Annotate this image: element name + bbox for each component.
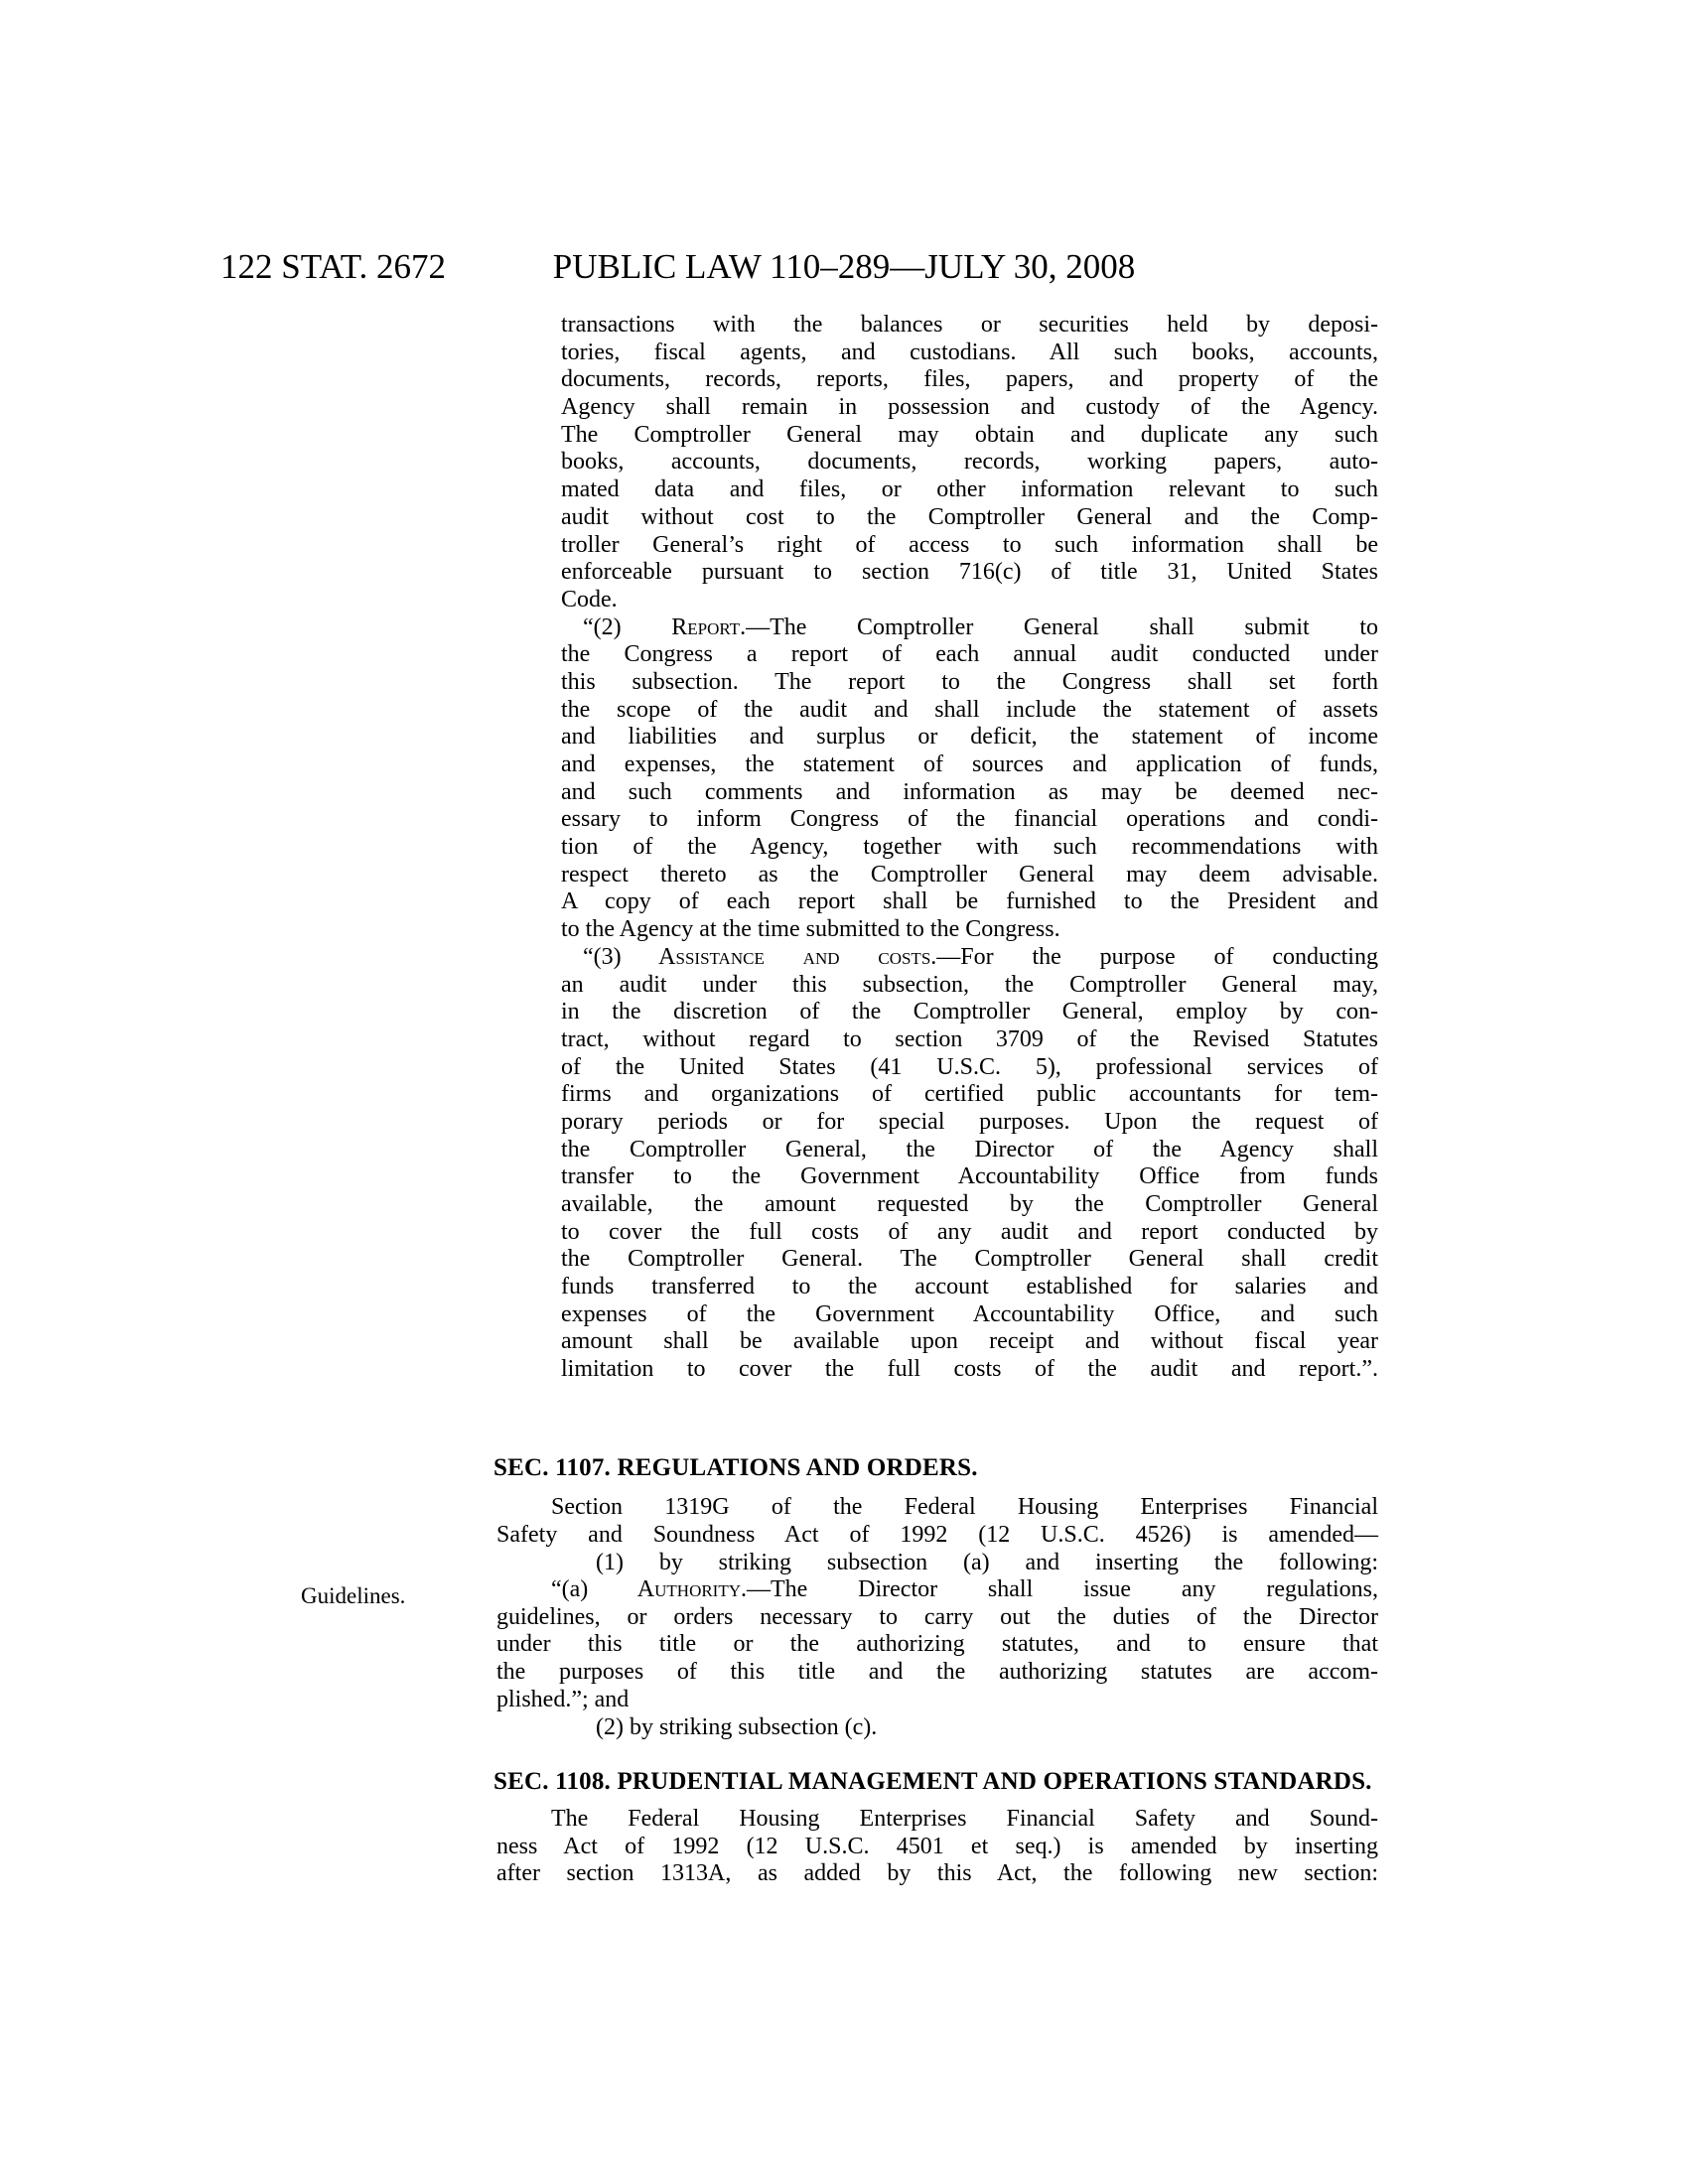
body-text: the Comptroller General. The Comptroller General shall credit xyxy=(561,1246,1378,1273)
body-text: books, accounts, documents, records, working papers, auto- xyxy=(561,449,1378,476)
text-line xyxy=(561,1137,1378,1164)
body-text: limitation to cover the full costs of the audit and report.”. xyxy=(561,1356,1378,1383)
body-text: documents, records, reports, files, papers, and property of the xyxy=(561,366,1378,393)
body-text: the Comptroller General, the Director of the Agency shall xyxy=(561,1136,1378,1162)
body-text: in the discretion of the Comptroller General, employ by con- xyxy=(561,999,1378,1025)
text-line xyxy=(561,1054,1378,1082)
text-line xyxy=(561,1191,1378,1219)
body-text: the Congress a report of each annual audit conducted under xyxy=(561,641,1378,668)
body-text: expenses of the Government Accountability Office, and such xyxy=(561,1300,1378,1327)
body-text: and liabilities and surplus or deficit, the statement of income xyxy=(561,724,1378,751)
body-text: of the United States (41 U.S.C. 5), professional services of xyxy=(561,1053,1378,1080)
body-text: Agency shall remain in possession and custody of the Agency. xyxy=(561,394,1378,421)
body-text: tion of the Agency, together with such recommendations with xyxy=(561,834,1378,861)
body-text: amount shall be available upon receipt and without fiscal year xyxy=(561,1328,1378,1355)
body-text: to the Agency at the time submitted to the Congress. xyxy=(561,916,1060,943)
text-line xyxy=(496,1631,1378,1659)
public-law-running-head: PUBLIC LAW 110–289—JULY 30, 2008 xyxy=(552,247,1136,286)
text-line xyxy=(561,972,1378,1000)
body-text: essary to inform Congress of the financial operations and condi- xyxy=(561,806,1378,833)
text-line xyxy=(561,697,1378,725)
text-line xyxy=(561,1328,1378,1356)
body-text: A copy of each report shall be furnished to the President and xyxy=(561,888,1378,915)
text-line xyxy=(561,1026,1378,1054)
body-text: ness Act of 1992 (12 U.S.C. 4501 et seq.) is amended by inserting xyxy=(496,1833,1378,1859)
body-text: and such comments and information as may be deemed nec- xyxy=(561,778,1378,805)
text-line xyxy=(496,1806,1378,1834)
body-text: respect thereto as the Comptroller General may deem advisable. xyxy=(561,861,1378,887)
text-line xyxy=(561,862,1378,889)
body-text: .—The Comptroller General shall submit to xyxy=(740,614,1378,640)
text-line xyxy=(561,1246,1378,1274)
text-line xyxy=(561,1274,1378,1301)
text-line xyxy=(596,1714,1378,1742)
body-text: “(2) R xyxy=(583,614,688,640)
body-text: The Comptroller General may obtain and duplicate any such xyxy=(561,421,1378,448)
body-text: .—The Director shall issue any regulations, xyxy=(741,1576,1379,1602)
body-text: after section 1313A, as added by this Act, the following new section: xyxy=(496,1860,1378,1887)
body-text: the scope of the audit and shall include the statement of assets xyxy=(561,696,1378,723)
body-text: available, the amount requested by the Comptroller General xyxy=(561,1191,1378,1217)
margin-note-guidelines: Guidelines. xyxy=(301,1583,406,1608)
text-line xyxy=(561,477,1378,504)
text-line xyxy=(496,1659,1378,1687)
text-line xyxy=(561,340,1378,367)
body-text: and expenses, the statement of sources and application of funds, xyxy=(561,751,1378,777)
body-text: transactions with the balances or securities held by deposi- xyxy=(561,312,1378,338)
body-text: (1) by striking subsection (a) and inserting the following: xyxy=(596,1550,1378,1575)
text-line xyxy=(496,1494,1378,1522)
small-caps-text: uthority xyxy=(654,1576,742,1602)
text-line xyxy=(561,587,1378,614)
text-line xyxy=(561,999,1378,1026)
text-line xyxy=(561,806,1378,834)
text-line xyxy=(561,834,1378,862)
body-text: plished.”; and xyxy=(496,1686,630,1712)
text-line xyxy=(561,724,1378,751)
text-line xyxy=(561,422,1378,450)
text-line xyxy=(561,669,1378,697)
body-text: tories, fiscal agents, and custodians. All such books, accounts, xyxy=(561,339,1378,365)
text-line xyxy=(561,1301,1378,1329)
text-line xyxy=(561,614,1378,642)
body-text: an audit under this subsection, the Comptroller General may, xyxy=(561,971,1378,998)
text-line xyxy=(561,312,1378,340)
body-text: funds transferred to the account established for salaries and xyxy=(561,1274,1378,1300)
body-text: Safety and Soundness Act of 1992 (12 U.S.C. 4526) is amended— xyxy=(496,1521,1378,1548)
body-text: porary periods or for special purposes. Upon the request of xyxy=(561,1108,1378,1135)
body-text: (2) by striking subsection (c). xyxy=(596,1714,878,1740)
body-text: Code. xyxy=(561,586,618,613)
text-line xyxy=(496,1834,1378,1861)
text-line xyxy=(561,779,1378,807)
text-line xyxy=(561,944,1378,972)
body-text: “(3) A xyxy=(583,943,676,970)
text-line xyxy=(561,888,1378,916)
text-line xyxy=(561,532,1378,560)
body-text: guidelines, or orders necessary to carry out the duties of the Director xyxy=(496,1603,1378,1630)
text-line xyxy=(561,1109,1378,1137)
text-line xyxy=(561,449,1378,477)
stat-page-number: 122 STAT. 2672 xyxy=(220,247,446,286)
text-line xyxy=(496,1522,1378,1550)
small-caps-text: ssistance and costs xyxy=(675,943,931,970)
small-caps-text: eport xyxy=(687,614,741,640)
text-line xyxy=(561,394,1378,422)
text-line xyxy=(496,1687,1378,1714)
quoted-audit-provisions-paragraphs xyxy=(561,312,1378,1384)
body-text: firms and organizations of certified public accountants for tem- xyxy=(561,1081,1378,1108)
section-1108-heading: SEC. 1108. PRUDENTIAL MANAGEMENT AND OPERATIONS STANDARDS. xyxy=(493,1768,1372,1795)
body-text: to cover the full costs of any audit and report conducted by xyxy=(561,1218,1378,1245)
text-line xyxy=(561,1081,1378,1109)
quoted-authority-subsection xyxy=(496,1576,1378,1713)
body-text: enforceable pursuant to section 716(c) of title 31, United States xyxy=(561,559,1378,586)
body-text: mated data and files, or other information relevant to such xyxy=(561,477,1378,503)
text-line xyxy=(561,1163,1378,1191)
amendment-item-1 xyxy=(496,1550,1378,1577)
body-text: “(a) A xyxy=(551,1576,655,1602)
section-1107-heading: SEC. 1107. REGULATIONS AND ORDERS. xyxy=(493,1454,978,1481)
text-line xyxy=(561,751,1378,779)
body-text: this subsection. The report to the Congress shall set forth xyxy=(561,668,1378,695)
text-line xyxy=(561,559,1378,587)
body-text: transfer to the Government Accountability Office from funds xyxy=(561,1163,1378,1190)
body-text: under this title or the authorizing statutes, and to ensure that xyxy=(496,1631,1378,1658)
text-line xyxy=(561,1219,1378,1247)
body-text: audit without cost to the Comptroller General and the Comp- xyxy=(561,503,1378,530)
text-line xyxy=(561,641,1378,669)
section-1107-intro-paragraph xyxy=(496,1494,1378,1549)
text-line xyxy=(561,366,1378,394)
text-line xyxy=(561,916,1378,944)
body-text: troller General’s right of access to such information shall be xyxy=(561,531,1378,558)
text-line xyxy=(561,1356,1378,1384)
text-line xyxy=(561,504,1378,532)
section-1108-intro-paragraph xyxy=(496,1806,1378,1888)
amendment-item-2 xyxy=(496,1714,1378,1742)
text-line xyxy=(496,1604,1378,1632)
text-line xyxy=(496,1576,1378,1604)
body-text: The Federal Housing Enterprises Financial Safety and Sound- xyxy=(551,1806,1378,1832)
body-text: the purposes of this title and the authorizing statutes are accom- xyxy=(496,1659,1378,1686)
body-text: .—For the purpose of conducting xyxy=(930,943,1378,970)
body-text: tract, without regard to section 3709 of the Revised Statutes xyxy=(561,1025,1378,1052)
body-text: Section 1319G of the Federal Housing Enterprises Financial xyxy=(551,1494,1378,1520)
text-line xyxy=(496,1860,1378,1888)
text-line xyxy=(596,1550,1378,1577)
